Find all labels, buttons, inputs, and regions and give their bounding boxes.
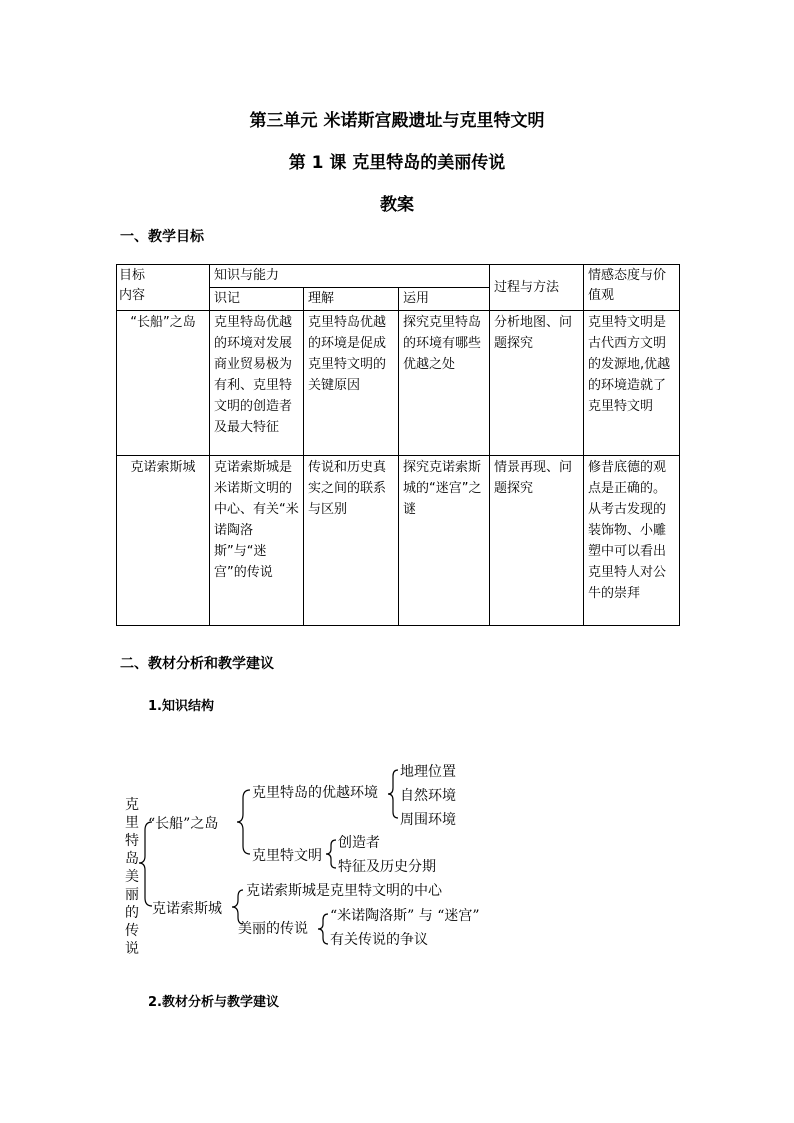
cell-apply: 探究克诺索斯城的“迷宫”之谜 bbox=[399, 456, 490, 626]
knowledge-structure-diagram bbox=[116, 750, 516, 956]
subheader-apply: 运用 bbox=[399, 288, 490, 311]
branch-knossos: 克诺索斯城 bbox=[152, 901, 222, 917]
corner-bottom-label: 内容 bbox=[119, 288, 146, 303]
cell-content: 克诺索斯城 bbox=[117, 456, 210, 626]
root-char: 里 bbox=[125, 815, 139, 831]
cell-emotion: 克里特文明是古代西方文明的发源地,优越的环境造就了克里特文明 bbox=[584, 311, 680, 456]
leaf-geography: 地理位置 bbox=[400, 764, 456, 780]
node-superior-environment: 克里特岛的优越环境 bbox=[252, 785, 378, 801]
table-row bbox=[117, 311, 680, 456]
header-process: 过程与方法 bbox=[490, 265, 584, 311]
header-emotion: 情感态度与价值观 bbox=[584, 265, 680, 311]
subheader-understand: 理解 bbox=[304, 288, 399, 311]
cell-apply: 探究克里特岛的环境有哪些优越之处 bbox=[399, 311, 490, 456]
teaching-goals-table bbox=[116, 264, 680, 626]
section-heading-analysis: 二、教材分析和教学建议 bbox=[120, 656, 274, 672]
root-char: 岛 bbox=[125, 851, 139, 867]
root-char: 特 bbox=[125, 833, 139, 849]
leaf-features-periods: 特征及历史分期 bbox=[338, 859, 436, 875]
corner-cell bbox=[117, 265, 210, 311]
leaf-legend-controversy: 有关传说的争议 bbox=[330, 932, 428, 948]
subheading-analysis-suggestions: 2.教材分析与教学建议 bbox=[148, 995, 279, 1010]
cell-recall: 克里特岛优越的环境对发展商业贸易极为有利、克里特文明的创造者及最大特征 bbox=[210, 311, 304, 456]
subheader-recall: 识记 bbox=[210, 288, 304, 311]
cell-emotion: 修昔底德的观点是正确的。从考古发现的装饰物、小雕塑中可以看出克里特人对公牛的崇拜 bbox=[584, 456, 680, 626]
unit-title: 第三单元 米诺斯宫殿遗址与克里特文明 bbox=[249, 111, 545, 131]
root-char: 克 bbox=[125, 797, 139, 813]
node-knossos-center: 克诺索斯城是克里特文明的中心 bbox=[246, 883, 442, 899]
node-cretan-civilization: 克里特文明 bbox=[252, 848, 322, 864]
leaf-surroundings: 周围环境 bbox=[400, 812, 456, 828]
root-char: 的 bbox=[125, 905, 139, 921]
cell-process: 情景再现、问题探究 bbox=[490, 456, 584, 626]
root-char: 美 bbox=[125, 869, 139, 885]
leaf-creators: 创造者 bbox=[338, 835, 380, 851]
group-header-knowledge: 知识与能力 bbox=[210, 265, 490, 288]
corner-top-label: 目标 bbox=[119, 268, 146, 283]
cell-understand: 克里特岛优越的环境是促成克里特文明的关键原因 bbox=[304, 311, 399, 456]
root-char: 传 bbox=[125, 923, 139, 939]
table-header-row bbox=[117, 265, 680, 288]
node-beautiful-legend: 美丽的传说 bbox=[238, 921, 308, 937]
root-char: 丽 bbox=[125, 887, 139, 903]
root-char: 说 bbox=[125, 941, 139, 957]
cell-recall: 克诺索斯城是米诺斯文明的中心、有关“米诺陶洛斯”与“迷宫”的传说 bbox=[210, 456, 304, 626]
cell-content: “长船”之岛 bbox=[117, 311, 210, 456]
branch-long-ship-island: “长船”之岛 bbox=[148, 816, 219, 832]
leaf-natural-environment: 自然环境 bbox=[400, 788, 456, 804]
lesson-title: 第 1 课 克里特岛的美丽传说 bbox=[288, 153, 506, 173]
subheading-knowledge-structure: 1.知识结构 bbox=[148, 699, 214, 714]
section-heading-goals: 一、教学目标 bbox=[120, 229, 204, 245]
cell-process: 分析地图、问题探究 bbox=[490, 311, 584, 456]
table-row bbox=[117, 456, 680, 626]
cell-understand: 传说和历史真实之间的联系与区别 bbox=[304, 456, 399, 626]
leaf-minotaur-labyrinth: “米诺陶洛斯” 与 “迷宫” bbox=[330, 908, 480, 924]
doc-type-title: 教案 bbox=[380, 195, 414, 215]
